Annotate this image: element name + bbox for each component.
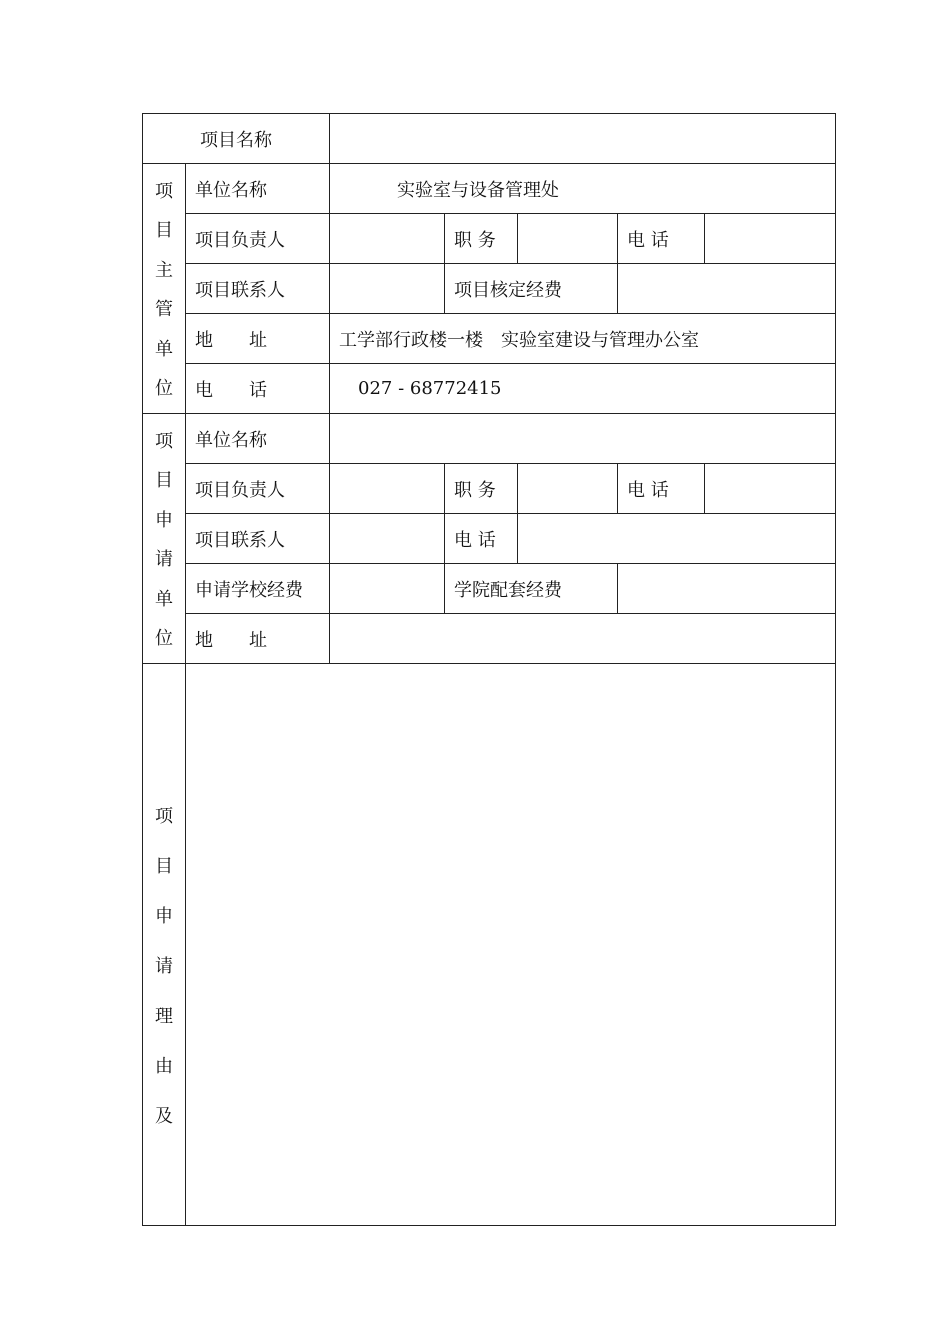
applicant-school-funds-field[interactable] xyxy=(329,563,445,614)
supervisor-phone-value: 027 - 68772415 xyxy=(358,378,502,399)
applicant-school-funds-label xyxy=(185,563,330,614)
applicant-address-label xyxy=(185,613,330,664)
supervisor-unit-name-label-text: 单位名称 xyxy=(195,179,267,201)
supervisor-unit-name-field[interactable] xyxy=(329,163,836,214)
supervisor-label-char: 单 xyxy=(155,338,173,360)
supervisor-leader-label xyxy=(185,213,330,264)
supervisor-address-label xyxy=(185,313,330,364)
supervisor-phone-label-text: 电 话 xyxy=(195,379,267,401)
supervisor-label-char: 目 xyxy=(155,220,173,242)
supervisor-position-label xyxy=(444,213,518,264)
applicant-college-funds-label-text: 学院配套经费 xyxy=(454,579,562,601)
applicant-leader-label xyxy=(185,463,330,514)
applicant-unit-name-field[interactable] xyxy=(329,413,836,464)
supervisor-label-char: 管 xyxy=(155,299,173,321)
applicant-label-char: 申 xyxy=(155,509,173,531)
reason-section-label xyxy=(142,663,186,1226)
supervisor-label-char: 位 xyxy=(155,378,173,400)
applicant-label-char: 目 xyxy=(155,470,173,492)
applicant-contact-label-text: 项目联系人 xyxy=(195,529,285,551)
applicant-position-label-text: 职 务 xyxy=(454,479,496,501)
applicant-college-funds-label xyxy=(444,563,618,614)
applicant-position-label xyxy=(444,463,518,514)
supervisor-phone-short-label-text: 电 话 xyxy=(627,229,669,251)
applicant-label-char: 项 xyxy=(155,430,173,452)
applicant-contact-phone-field[interactable] xyxy=(517,513,836,564)
supervisor-position-label-text: 职 务 xyxy=(454,229,496,251)
reason-label-char: 目 xyxy=(155,855,173,877)
applicant-contact-phone-label-text: 电 话 xyxy=(454,529,496,551)
supervisor-contact-field[interactable] xyxy=(329,263,445,314)
supervisor-phone-short-label xyxy=(617,213,705,264)
supervisor-contact-label-text: 项目联系人 xyxy=(195,279,285,301)
supervisor-position-field[interactable] xyxy=(517,213,618,264)
application-form xyxy=(143,114,836,1226)
reason-label-char: 项 xyxy=(155,805,173,827)
supervisor-phone-field[interactable] xyxy=(329,363,836,414)
applicant-phone-short-label-text: 电 话 xyxy=(627,479,669,501)
applicant-section-label xyxy=(142,413,186,664)
applicant-leader-field[interactable] xyxy=(329,463,445,514)
applicant-position-field[interactable] xyxy=(517,463,618,514)
reason-label-char: 请 xyxy=(155,955,173,977)
supervisor-unit-name-value: 实验室与设备管理处 xyxy=(397,179,559,201)
applicant-contact-field[interactable] xyxy=(329,513,445,564)
supervisor-approved-funds-label-text: 项目核定经费 xyxy=(454,279,562,301)
reason-label-char: 理 xyxy=(155,1005,173,1027)
supervisor-approved-funds-field[interactable] xyxy=(617,263,836,314)
applicant-contact-label xyxy=(185,513,330,564)
applicant-contact-phone-label xyxy=(444,513,518,564)
applicant-unit-name-label-text: 单位名称 xyxy=(195,429,267,451)
supervisor-leader-label-text: 项目负责人 xyxy=(195,229,285,251)
supervisor-leader-field[interactable] xyxy=(329,213,445,264)
applicant-phone-short-field[interactable] xyxy=(704,463,836,514)
project-name-field[interactable] xyxy=(329,113,836,164)
applicant-label-char: 单 xyxy=(155,588,173,610)
supervisor-label-char: 项 xyxy=(155,180,173,202)
applicant-college-funds-field[interactable] xyxy=(617,563,836,614)
supervisor-address-field[interactable] xyxy=(329,313,836,364)
project-name-label-text: 项目名称 xyxy=(200,129,272,151)
supervisor-phone-label xyxy=(185,363,330,414)
applicant-unit-name-label xyxy=(185,413,330,464)
supervisor-address-value: 工学部行政楼一楼 实验室建设与管理办公室 xyxy=(339,329,699,351)
reason-label-char: 由 xyxy=(155,1055,173,1077)
supervisor-section-label xyxy=(142,163,186,414)
reason-label-char: 及 xyxy=(155,1105,173,1127)
supervisor-unit-name-label xyxy=(185,163,330,214)
supervisor-approved-funds-label xyxy=(444,263,618,314)
supervisor-address-label-text: 地 址 xyxy=(195,329,267,351)
applicant-school-funds-label-text: 申请学校经费 xyxy=(195,579,303,601)
applicant-phone-short-label xyxy=(617,463,705,514)
project-name-label xyxy=(142,113,330,164)
supervisor-contact-label xyxy=(185,263,330,314)
applicant-address-field[interactable] xyxy=(329,613,836,664)
supervisor-phone-short-field[interactable] xyxy=(704,213,836,264)
reason-label-char: 申 xyxy=(155,905,173,927)
supervisor-label-char: 主 xyxy=(155,259,173,281)
reason-content-field[interactable] xyxy=(185,663,836,1226)
applicant-leader-label-text: 项目负责人 xyxy=(195,479,285,501)
applicant-label-char: 请 xyxy=(155,549,173,571)
applicant-address-label-text: 地 址 xyxy=(195,629,267,651)
applicant-label-char: 位 xyxy=(155,628,173,650)
